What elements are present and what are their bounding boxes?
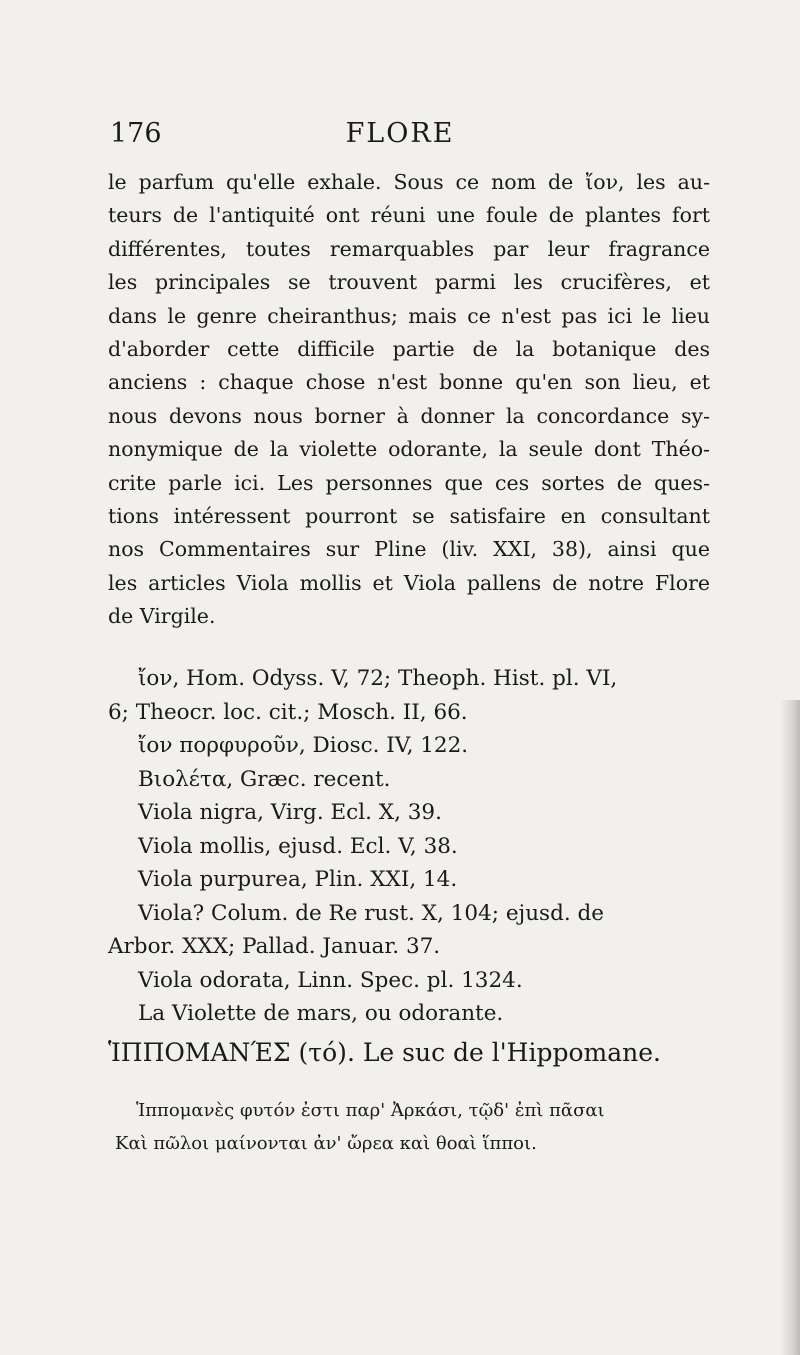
verse-line: Ἱππομανὲς φυτόν ἐστι παρ' Ἀρκάσι, τῷδ' ἐπὶ πᾶσαι: [136, 1100, 605, 1121]
synonymy-entry: La Violette de mars, ou odorante.: [138, 1001, 504, 1026]
paragraph-line: nos Commentaires sur Pline (liv. XXI, 38), ainsi que: [108, 537, 710, 562]
verse-line: Καὶ πῶλοι μαίνονται ἀν' ὤρεα καὶ θοαὶ ἵπποι.: [115, 1133, 537, 1154]
synonymy-entry: Viola purpurea, Plin. XXI, 14.: [138, 867, 458, 892]
paragraph-line: anciens : chaque chose n'est bonne qu'en son lieu, et: [108, 370, 710, 395]
paragraph-line: les articles Viola mollis et Viola pallens de notre Flore: [108, 570, 710, 595]
main-paragraph: [108, 166, 710, 634]
synonymy-entry: Viola nigra, Virg. Ecl. X, 39.: [138, 800, 442, 825]
synonymy-entry: ἴον, Hom. Odyss. V, 72; Theoph. Hist. pl. VI,: [138, 666, 618, 691]
paragraph-line: les principales se trouvent parmi les crucifères, et: [108, 270, 710, 295]
synonymy-entry: Arbor. XXX; Pallad. Januar. 37.: [108, 934, 441, 959]
paragraph-line: nonymique de la violette odorante, la seule dont Théo-: [108, 437, 710, 462]
synonymy-entry: Viola mollis, ejusd. Ecl. V, 38.: [138, 833, 458, 859]
paragraph-line: tions intéressent pourront se satisfaire en consultant: [108, 504, 710, 529]
paragraph-line: de Virgile.: [108, 604, 216, 629]
synonymy-list: [108, 662, 718, 1031]
paragraph-line: teurs de l'antiquité ont réuni une foule de plantes fort: [108, 203, 710, 228]
paragraph-line: le parfum qu'elle exhale. Sous ce nom de ἴον, les au-: [108, 170, 710, 194]
paragraph-line: différentes, toutes remarquables par leur fragrance: [108, 236, 710, 261]
paragraph-line: d'aborder cette difficile partie de la botanique des: [108, 337, 710, 362]
paragraph-line: nous devons nous borner à donner la concordance sy-: [108, 403, 710, 428]
synonymy-entry: Viola? Colum. de Re rust. X, 104; ejusd. de: [138, 900, 605, 926]
synonymy-entry: 6; Theocr. loc. cit.; Mosch. II, 66.: [108, 699, 468, 725]
page-number: 176: [110, 118, 162, 149]
page-header: [0, 118, 800, 158]
synonymy-entry: Βιολέτα, Græc. recent.: [138, 766, 391, 792]
paragraph-line: crite parle ici. Les personnes que ces sortes de ques-: [108, 470, 710, 495]
synonymy-entry: ἴον πορφυροῦν, Diosc. IV, 122.: [138, 733, 469, 758]
running-title: FLORE: [345, 118, 455, 149]
section-heading: ἹΠΠΟΜΑΝΈΣ (τό). Le suc de l'Hippomane.: [108, 1038, 661, 1067]
paragraph-line: dans le genre cheiranthus; mais ce n'est pas ici le lieu: [108, 303, 710, 328]
synonymy-entry: Viola odorata, Linn. Spec. pl. 1324.: [138, 967, 523, 993]
page-edge-shadow: [780, 700, 800, 1355]
